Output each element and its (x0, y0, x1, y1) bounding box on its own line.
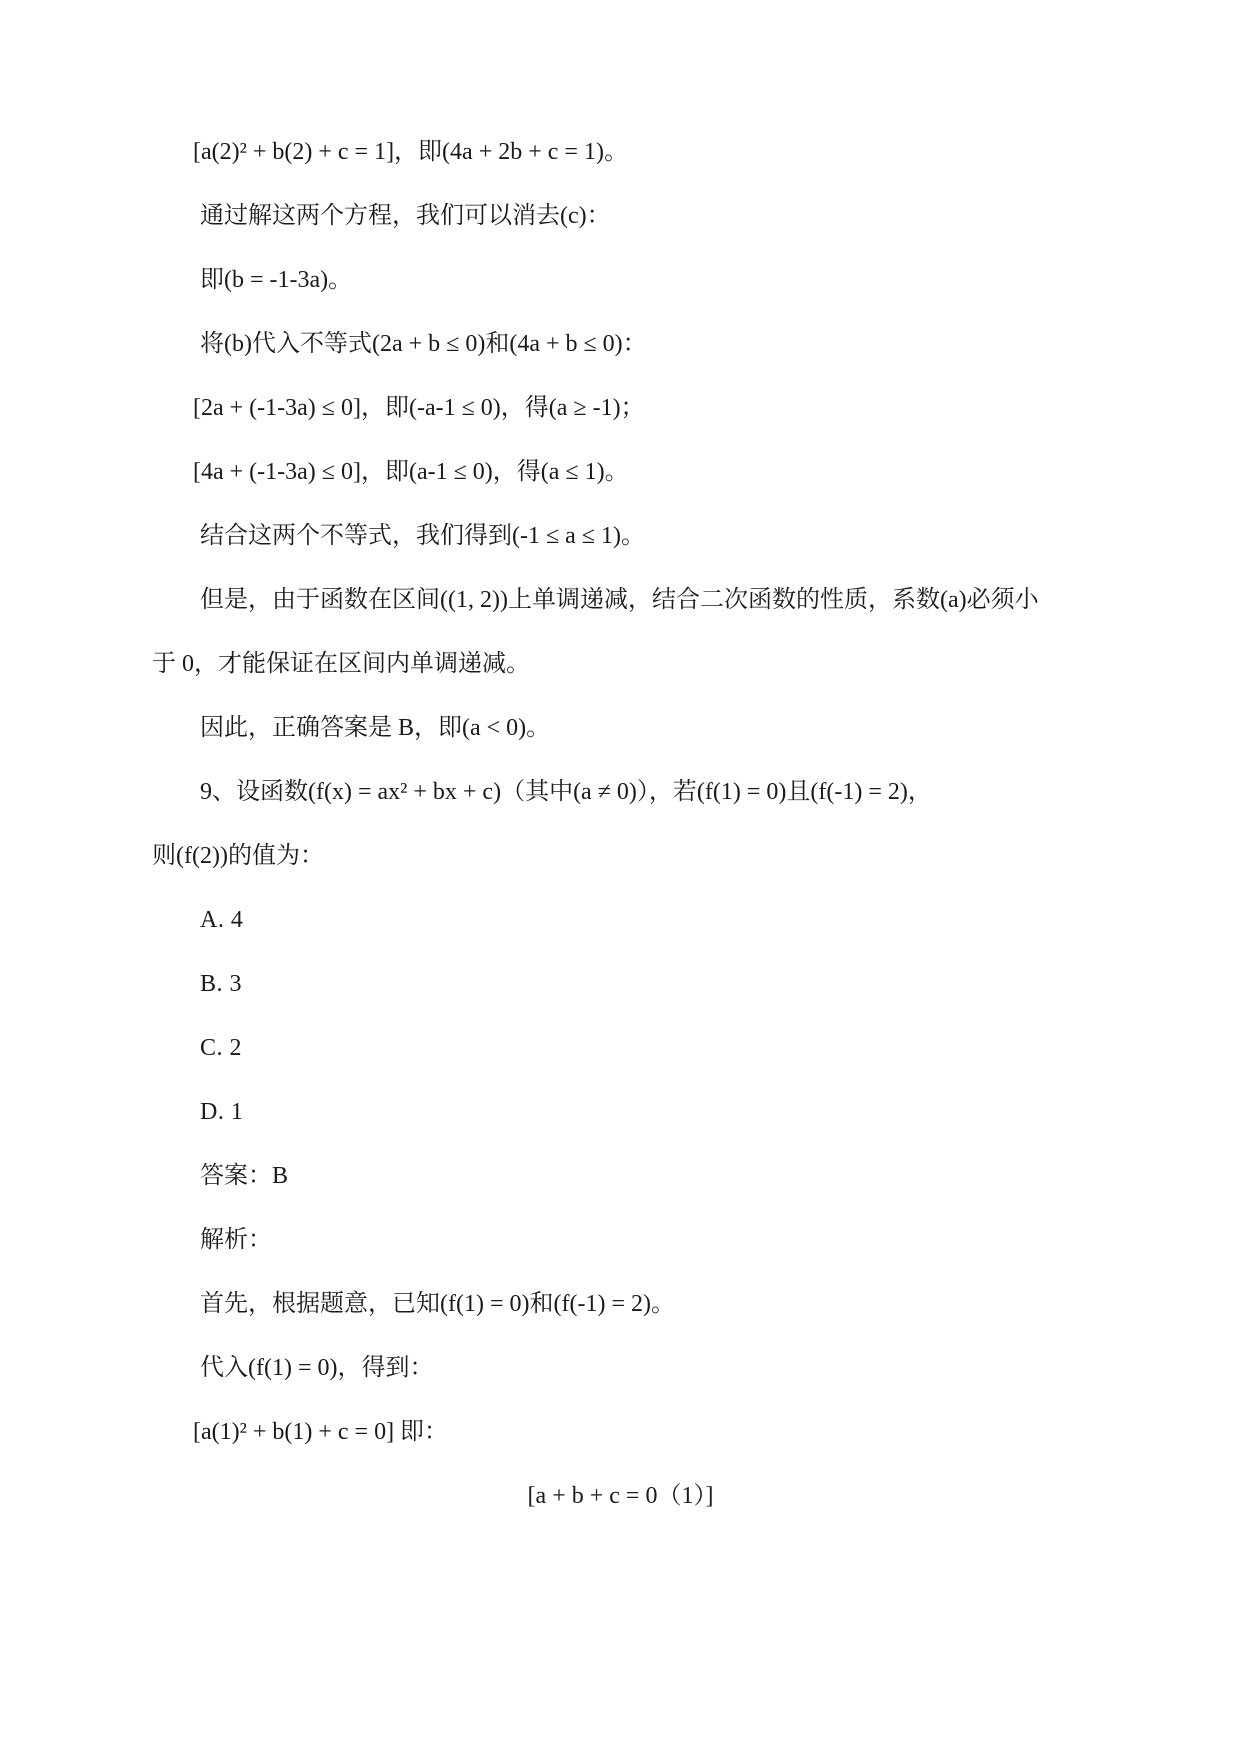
text-line: 代入(f(1) = 0)，得到： (200, 1355, 434, 1381)
text-line: 结合这两个不等式，我们得到(-1 ≤ a ≤ 1)。 (200, 523, 645, 549)
centered-equation: [a + b + c = 0（1）] (527, 1483, 714, 1509)
answer-line: 因此，正确答案是 B，即(a < 0)。 (200, 715, 551, 741)
answer-label: 答案：B (200, 1163, 289, 1189)
text-line: 将(b)代入不等式(2a + b ≤ 0)和(4a + b ≤ 0)： (200, 331, 647, 357)
equation-line: [a(2)² + b(2) + c = 1]，即(4a + 2b + c = 1)。 (193, 139, 628, 165)
equation-line: [a(1)² + b(1) + c = 0] 即： (193, 1419, 449, 1445)
option-a: A. 4 (200, 907, 244, 933)
text-line: 首先，根据题意，已知(f(1) = 0)和(f(-1) = 2)。 (200, 1291, 675, 1317)
question-9: 9、设函数(f(x) = ax² + bx + c)（其中(a ≠ 0)），若(f(1) = 0)且(f(-1) = 2)， (200, 779, 932, 805)
option-b: B. 3 (200, 971, 243, 997)
question-9-continued: 则(f(2))的值为： (152, 843, 324, 869)
analysis-label: 解析： (200, 1227, 272, 1253)
equation-line: [4a + (-1-3a) ≤ 0]，即(a-1 ≤ 0)，得(a ≤ 1)。 (193, 459, 629, 485)
equation-line: [2a + (-1-3a) ≤ 0]，即(-a-1 ≤ 0)，得(a ≥ -1)； (193, 395, 645, 421)
option-d: D. 1 (200, 1099, 244, 1125)
text-line: 于 0，才能保证在区间内单调递减。 (152, 651, 530, 677)
option-c: C. 2 (200, 1035, 243, 1061)
text-line: 通过解这两个方程，我们可以消去(c)： (200, 203, 611, 229)
text-line: 但是，由于函数在区间((1, 2))上单调递减，结合二次函数的性质，系数(a)必须小 (200, 587, 1039, 613)
text-line: 即(b = -1-3a)。 (200, 267, 353, 293)
